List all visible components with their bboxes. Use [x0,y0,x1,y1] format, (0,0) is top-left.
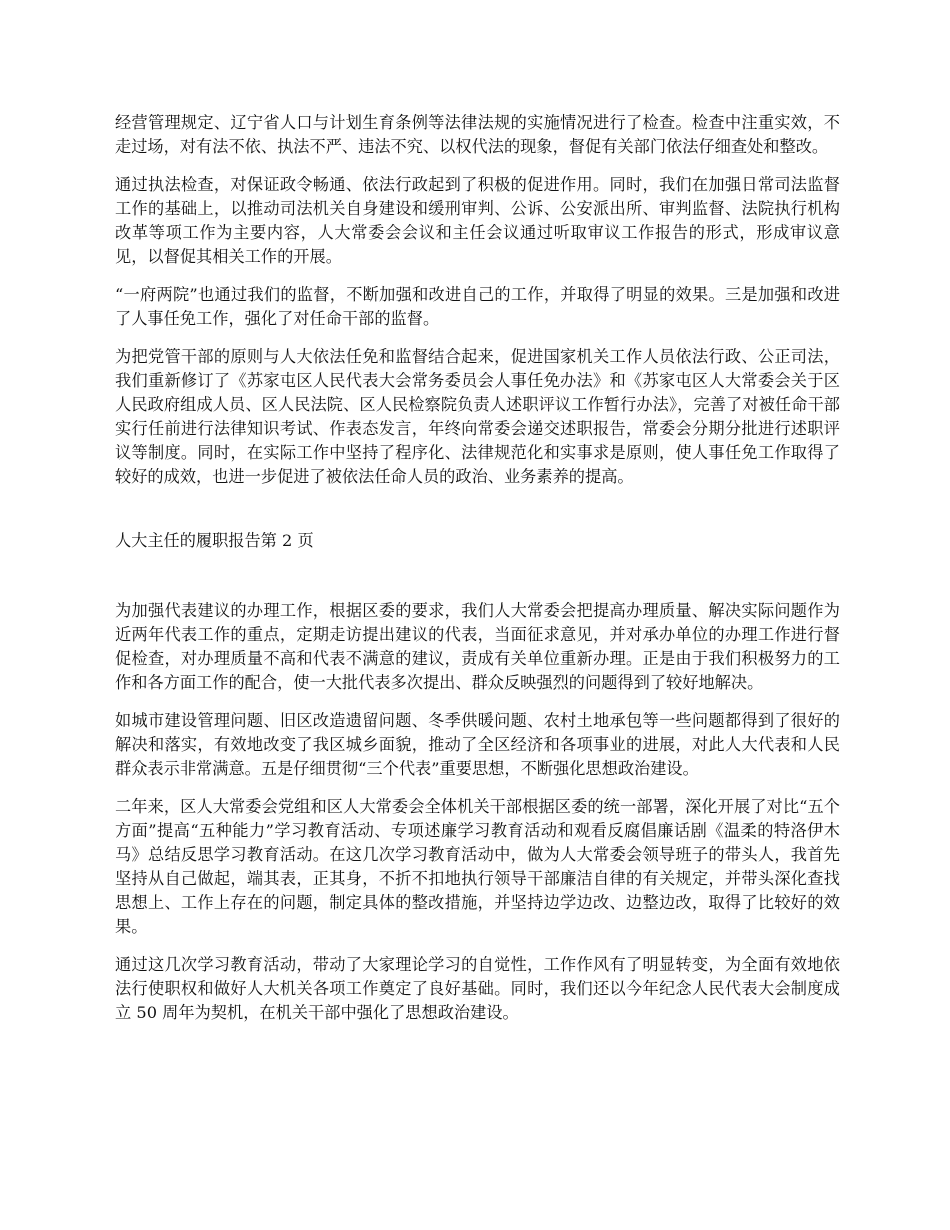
paragraph: 如城市建设管理问题、旧区改造遗留问题、冬季供暖问题、农村土地承包等一些问题都得到了很好的解决和落实，有效地改变了我区城乡面貌，推动了全区经济和各项事业的进展，对此人大代表和人民群众表示非常满意。五是仔细贯彻“三个代表”重要思想，不断强化思想政治建设。 [115,711,840,778]
paragraph: 经营管理规定、辽宁省人口与计划生育条例等法律法规的实施情况进行了检查。检查中注重实效，不走过场，对有法不依、执法不严、违法不究、以权代法的现象，督促有关部门依法仔细查处和整改。 [115,113,840,156]
page-heading: 人大主任的履职报告第 2 页 [115,531,314,550]
paragraph: 为加强代表建议的办理工作，根据区委的要求，我们人大常委会把提高办理质量、解决实际问题作为近两年代表工作的重点，定期走访提出建议的代表，当面征求意见，并对承办单位的办理工作进行督促检查，对办理质量不高和代表不满意的建议，责成有关单位重新办理。正是由于我们积极努力的工作和各方面工作的配合，使一大批代表多次提出、群众反映强烈的问题得到了较好地解决。 [115,601,840,692]
document-body [115,111,840,1039]
paragraph: 为把党管干部的原则与人大依法任免和监督结合起来，促进国家机关工作人员依法行政、公正司法，我们重新修订了《苏家屯区人民代表大会常务委员会人事任免办法》和《苏家屯区人大常委会关于区人民政府组成人员、区人民法院、区人民检察院负责人述职评议工作暂行办法》，完善了对被任命干部实行任前进行法律知识考试、作表态发言，年终向常委会递交述职报告，常委会分期分批进行述职评议等制度。同时，在实际工作中坚持了程序化、法律规范化和实事求是原则，使人事任免工作取得了较好的成效，也进一步促进了被依法任命人员的政治、业务素养的提高。 [115,347,840,486]
paragraph: “一府两院”也通过我们的监督，不断加强和改进自己的工作，并取得了明显的效果。三是加强和改进了人事任免工作，强化了对任命干部的监督。 [115,285,840,328]
paragraph: 通过执法检查，对保证政令畅通、依法行政起到了积极的促进作用。同时，我们在加强日常司法监督工作的基础上，以推动司法机关自身建设和缓刑审判、公诉、公安派出所、审判监督、法院执行机构改革等项工作为主要内容，人大常委会会议和主任会议通过听取审议工作报告的形式，形成审议意见，以督促其相关工作的开展。 [115,175,840,266]
paragraph: 通过这几次学习教育活动，带动了大家理论学习的自觉性，工作作风有了明显转变，为全面有效地依法行使职权和做好人大机关各项工作奠定了良好基础。同时，我们还以今年纪念人民代表大会制度成立 50 周年为契机，在机关干部中强化了思想政治建设。 [115,955,840,1022]
paragraph: 二年来，区人大常委会党组和区人大常委会全体机关干部根据区委的统一部署，深化开展了对比“五个方面”提高“五种能力”学习教育活动、专项述廉学习教育活动和观看反腐倡廉话剧《温柔的特洛伊木马》总结反思学习教育活动。在这几次学习教育活动中，做为人大常委会领导班子的带头人，我首先坚持从自己做起，端其表，正其身，不折不扣地执行领导干部廉洁自律的有关规定，并带头深化查找思想上、工作上存在的问题，制定具体的整改措施，并坚持边学边改、边整边改，取得了比较好的效果。 [115,797,840,936]
